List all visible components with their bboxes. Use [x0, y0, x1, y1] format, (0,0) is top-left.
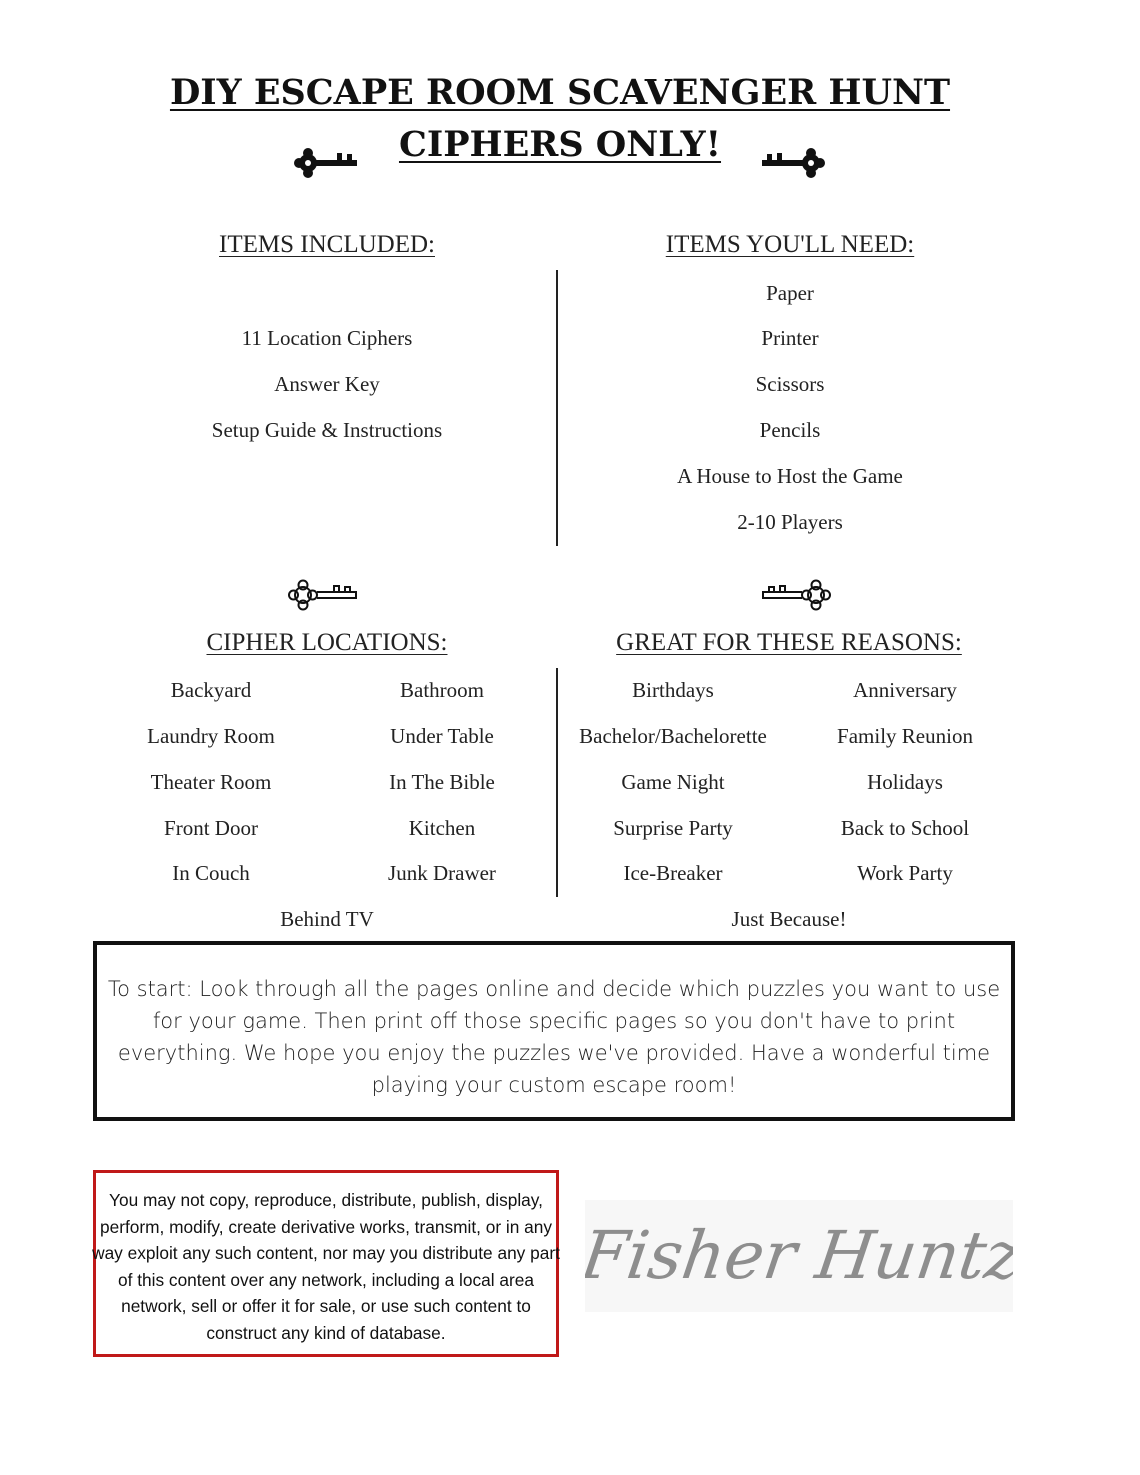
list-item: Just Because!	[731, 907, 847, 931]
brand-logo	[585, 1200, 1013, 1312]
page-title-line-2: CIPHERS ONLY!	[398, 124, 722, 165]
list-item: In Couch	[172, 861, 250, 885]
list-item: Family Reunion	[837, 724, 973, 748]
list-item: Behind TV	[280, 907, 374, 931]
list-item: Paper	[766, 281, 814, 305]
list-item: Backyard	[170, 678, 252, 702]
items-included-heading: ITEMS INCLUDED:	[219, 231, 435, 258]
list-item: Front Door	[164, 816, 258, 840]
list-item: Birthdays	[632, 678, 714, 702]
cipher-locations-heading: CIPHER LOCATIONS:	[206, 629, 448, 656]
copyright-notice-box	[93, 1170, 559, 1357]
reasons-heading: GREAT FOR THESE REASONS:	[616, 629, 962, 656]
list-item: Setup Guide & Instructions	[211, 418, 443, 442]
items-needed-heading: ITEMS YOU'LL NEED:	[665, 231, 915, 258]
list-item: Scissors	[755, 372, 825, 396]
brand-logo-text: Fisher Huntz	[585, 1216, 1013, 1294]
list-item: Bachelor/Bachelorette	[579, 724, 767, 748]
instructions-box	[93, 941, 1015, 1121]
list-item: Pencils	[759, 418, 821, 442]
list-item: Work Party	[857, 861, 953, 885]
list-item: Kitchen	[408, 816, 476, 840]
list-item: Under Table	[390, 724, 494, 748]
list-item: Theater Room	[150, 770, 272, 794]
copyright-text: You may not copy, reproduce, distribute, publish, display, perform, modify, create derivative works, transmit, or in any way exploit any such content, nor may you distribute any part of this content over any network, including a local area network, sell or offer it for sale, or use such content to construct any kind of database.	[92, 1190, 560, 1343]
list-item: Answer Key	[274, 372, 380, 396]
skeleton-key-icon	[293, 146, 359, 180]
list-item: Holidays	[867, 770, 943, 794]
skeleton-key-icon	[760, 146, 826, 180]
list-item: 11 Location Ciphers	[241, 326, 413, 350]
list-item: Laundry Room	[147, 724, 275, 748]
instructions-text: To start: Look through all the pages online and decide which puzzles you want to use for your game. Then print off those specific pages so you don't have to print everything. We hope you enjoy the puzzles we've provided. Have a wonderful time playing your custom escape room!	[107, 977, 1001, 1097]
list-item: 2-10 Players	[737, 510, 843, 534]
list-item: In The Bible	[389, 770, 495, 794]
list-item: Back to School	[840, 816, 970, 840]
skeleton-key-icon	[287, 578, 359, 612]
list-item: Bathroom	[400, 678, 484, 702]
list-item: Ice-Breaker	[623, 861, 723, 885]
page-title-line-1: DIY ESCAPE ROOM SCAVENGER HUNT	[169, 72, 951, 113]
list-item: Junk Drawer	[388, 861, 496, 885]
list-item: Anniversary	[853, 678, 957, 702]
list-item: Printer	[761, 326, 819, 350]
list-item: A House to Host the Game	[677, 464, 903, 488]
column-divider	[556, 270, 558, 546]
list-item: Game Night	[621, 770, 725, 794]
list-item: Surprise Party	[613, 816, 733, 840]
skeleton-key-icon	[760, 578, 832, 612]
